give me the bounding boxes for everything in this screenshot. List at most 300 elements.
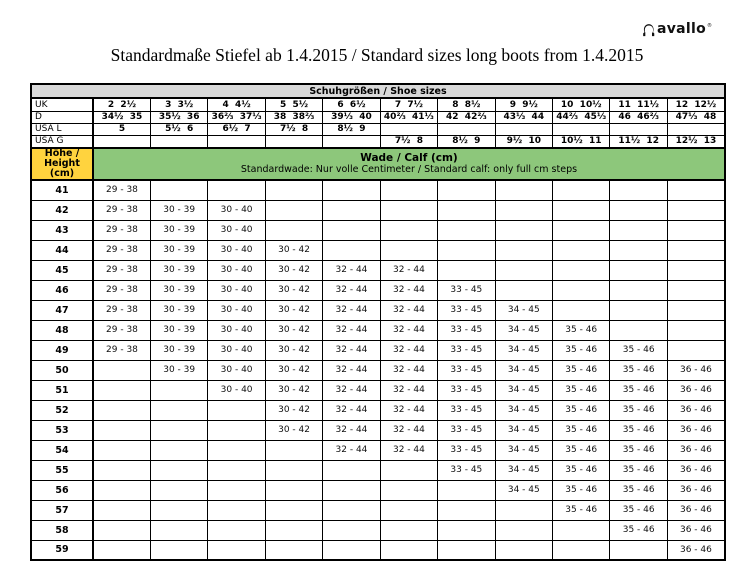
calf-range-cell: [150, 520, 207, 540]
calf-range-cell: 35 - 46: [610, 340, 667, 360]
height-header-line: (cm): [49, 168, 75, 179]
calf-range-cell: 34 - 45: [495, 420, 552, 440]
height-value: 47: [31, 300, 93, 320]
size-cell: 42 42⅔: [438, 111, 495, 123]
table-row-height-45: [31, 260, 725, 280]
calf-range-cell: 30 - 40: [208, 220, 265, 240]
calf-range-cell: 33 - 45: [438, 320, 495, 340]
calf-range-cell: 33 - 45: [438, 340, 495, 360]
height-value: 54: [31, 440, 93, 460]
size-cell: 2 2½: [93, 98, 150, 111]
calf-range-cell: 30 - 39: [150, 340, 207, 360]
calf-range-cell: 34 - 45: [495, 460, 552, 480]
calf-range-cell: 34 - 45: [495, 440, 552, 460]
calf-range-cell: [208, 420, 265, 440]
size-cell: 5: [93, 123, 150, 135]
calf-range-cell: 36 - 46: [667, 500, 725, 520]
calf-range-cell: [438, 480, 495, 500]
calf-range-cell: 32 - 44: [323, 340, 380, 360]
calf-range-cell: 30 - 39: [150, 220, 207, 240]
calf-range-cell: [93, 500, 150, 520]
height-value: 44: [31, 240, 93, 260]
calf-range-cell: 30 - 39: [150, 200, 207, 220]
calf-range-cell: [610, 540, 667, 560]
calf-range-cell: [380, 500, 437, 520]
stirrup-c-icon: [641, 22, 656, 37]
calf-range-cell: 32 - 44: [380, 260, 437, 280]
calf-range-cell: 32 - 44: [323, 280, 380, 300]
calf-range-cell: [208, 460, 265, 480]
calf-range-cell: [553, 220, 610, 240]
calf-range-cell: 30 - 40: [208, 380, 265, 400]
calf-range-cell: 29 - 38: [93, 340, 150, 360]
calf-range-cell: [323, 500, 380, 520]
calf-range-cell: [208, 500, 265, 520]
calf-range-cell: [667, 280, 725, 300]
size-cell: [667, 123, 725, 135]
size-cell: 6 6½: [323, 98, 380, 111]
calf-range-cell: 30 - 39: [150, 240, 207, 260]
table-row-height-54: [31, 440, 725, 460]
calf-range-cell: [495, 260, 552, 280]
calf-range-cell: 36 - 46: [667, 420, 725, 440]
calf-range-cell: [438, 180, 495, 200]
calf-range-cell: [380, 180, 437, 200]
calf-range-cell: 35 - 46: [610, 420, 667, 440]
calf-range-cell: [265, 200, 322, 220]
calf-range-cell: [667, 220, 725, 240]
size-system-label-usa-l: USA L: [31, 123, 93, 135]
calf-range-cell: 32 - 44: [380, 380, 437, 400]
calf-range-cell: 35 - 46: [553, 340, 610, 360]
calf-range-cell: 34 - 45: [495, 320, 552, 340]
size-cell: [438, 123, 495, 135]
calf-range-cell: [553, 520, 610, 540]
calf-range-cell: 29 - 38: [93, 180, 150, 200]
calf-range-cell: [265, 220, 322, 240]
size-cell: 4 4½: [208, 98, 265, 111]
calf-range-cell: 30 - 42: [265, 340, 322, 360]
height-value: 45: [31, 260, 93, 280]
calf-range-cell: 30 - 40: [208, 240, 265, 260]
size-cell: [265, 135, 322, 148]
height-value: 56: [31, 480, 93, 500]
table-row-height-46: [31, 280, 725, 300]
table-row-height-42: [31, 200, 725, 220]
calf-range-cell: [93, 400, 150, 420]
table-row-height-57: [31, 500, 725, 520]
calf-range-cell: 35 - 46: [553, 480, 610, 500]
calf-range-cell: 33 - 45: [438, 400, 495, 420]
size-cell: 11½ 12: [610, 135, 667, 148]
calf-range-cell: [323, 520, 380, 540]
calf-range-cell: 34 - 45: [495, 360, 552, 380]
calf-range-cell: 36 - 46: [667, 540, 725, 560]
calf-header-title: Wade / Calf (cm): [360, 152, 458, 164]
calf-range-cell: 30 - 39: [150, 260, 207, 280]
height-value: 42: [31, 200, 93, 220]
table-row-height-52: [31, 400, 725, 420]
calf-range-cell: 32 - 44: [380, 440, 437, 460]
calf-range-cell: [208, 480, 265, 500]
calf-range-cell: [323, 200, 380, 220]
calf-range-cell: 32 - 44: [380, 320, 437, 340]
calf-range-cell: [208, 440, 265, 460]
calf-range-cell: [150, 400, 207, 420]
calf-range-cell: [380, 540, 437, 560]
calf-range-cell: 35 - 46: [610, 400, 667, 420]
height-value: 48: [31, 320, 93, 340]
table-row-height-41: [31, 180, 725, 200]
table-row-height-47: [31, 300, 725, 320]
table-row-height-43: [31, 220, 725, 240]
size-cell: 5½ 6: [150, 123, 207, 135]
trademark-symbol: ®: [707, 23, 712, 29]
calf-range-cell: [380, 220, 437, 240]
size-cell: [150, 135, 207, 148]
height-value: 58: [31, 520, 93, 540]
calf-range-cell: [495, 240, 552, 260]
calf-range-cell: [438, 220, 495, 240]
calf-header: [93, 148, 725, 180]
calf-range-cell: 29 - 38: [93, 200, 150, 220]
calf-range-cell: [265, 440, 322, 460]
height-value: 41: [31, 180, 93, 200]
size-cell: 12 12½: [667, 98, 725, 111]
calf-range-cell: [380, 520, 437, 540]
size-system-label-usa-g: USA G: [31, 135, 93, 148]
calf-range-cell: 34 - 45: [495, 380, 552, 400]
calf-range-cell: 30 - 42: [265, 300, 322, 320]
calf-range-cell: 29 - 38: [93, 280, 150, 300]
calf-range-cell: 32 - 44: [323, 320, 380, 340]
calf-range-cell: [265, 540, 322, 560]
calf-range-cell: 36 - 46: [667, 360, 725, 380]
height-value: 55: [31, 460, 93, 480]
calf-range-cell: [553, 540, 610, 560]
calf-range-cell: [667, 320, 725, 340]
calf-range-cell: [610, 300, 667, 320]
calf-range-cell: 32 - 44: [323, 440, 380, 460]
calf-range-cell: [93, 460, 150, 480]
calf-range-cell: 32 - 44: [323, 360, 380, 380]
size-cell: 8½ 9: [323, 123, 380, 135]
calf-range-cell: 32 - 44: [323, 380, 380, 400]
calf-range-cell: 33 - 45: [438, 440, 495, 460]
calf-range-cell: 36 - 46: [667, 400, 725, 420]
calf-range-cell: 33 - 45: [438, 300, 495, 320]
calf-range-cell: [495, 280, 552, 300]
calf-range-cell: 30 - 39: [150, 300, 207, 320]
calf-range-cell: [150, 460, 207, 480]
height-value: 49: [31, 340, 93, 360]
calf-range-cell: [208, 520, 265, 540]
size-cell: 12½ 13: [667, 135, 725, 148]
calf-range-cell: 29 - 38: [93, 240, 150, 260]
calf-range-cell: 30 - 40: [208, 320, 265, 340]
calf-range-cell: [610, 240, 667, 260]
calf-range-cell: [150, 180, 207, 200]
table-row-height-49: [31, 340, 725, 360]
calf-range-cell: [438, 500, 495, 520]
size-cell: 11 11½: [610, 98, 667, 111]
calf-range-cell: 29 - 38: [93, 220, 150, 240]
calf-range-cell: 30 - 42: [265, 240, 322, 260]
calf-range-cell: [93, 540, 150, 560]
size-cell: 40⅔ 41⅓: [380, 111, 437, 123]
calf-range-cell: 33 - 45: [438, 420, 495, 440]
calf-header-subtitle: Standardwade: Nur volle Centimeter / Standard calf: only full cm steps: [240, 164, 578, 175]
calf-range-cell: 34 - 45: [495, 340, 552, 360]
calf-range-cell: 30 - 40: [208, 360, 265, 380]
calf-range-cell: [93, 520, 150, 540]
calf-range-cell: [438, 260, 495, 280]
calf-range-cell: [208, 400, 265, 420]
calf-range-cell: [610, 200, 667, 220]
height-value: 51: [31, 380, 93, 400]
calf-range-cell: [438, 520, 495, 540]
calf-range-cell: [438, 240, 495, 260]
size-cell: 36⅔ 37⅓: [208, 111, 265, 123]
calf-range-cell: [93, 380, 150, 400]
size-cell: 3 3½: [150, 98, 207, 111]
calf-range-cell: 32 - 44: [323, 400, 380, 420]
calf-range-cell: 34 - 45: [495, 300, 552, 320]
size-cell: 8 8½: [438, 98, 495, 111]
calf-range-cell: 35 - 46: [553, 360, 610, 380]
calf-range-cell: 36 - 46: [667, 380, 725, 400]
calf-range-cell: [265, 500, 322, 520]
calf-range-cell: [93, 480, 150, 500]
calf-range-cell: 32 - 44: [323, 300, 380, 320]
table-row-height-51: [31, 380, 725, 400]
calf-range-cell: [495, 180, 552, 200]
calf-range-cell: 30 - 40: [208, 280, 265, 300]
calf-range-cell: [150, 420, 207, 440]
calf-range-cell: [323, 180, 380, 200]
size-chart-table: [30, 83, 726, 561]
calf-range-cell: 29 - 38: [93, 300, 150, 320]
calf-range-cell: [265, 480, 322, 500]
calf-range-cell: 35 - 46: [553, 400, 610, 420]
calf-range-cell: [265, 520, 322, 540]
calf-range-cell: 30 - 40: [208, 260, 265, 280]
calf-range-cell: 34 - 45: [495, 480, 552, 500]
calf-range-cell: 30 - 42: [265, 420, 322, 440]
size-cell: [208, 135, 265, 148]
brand-name: avallo: [656, 21, 706, 37]
calf-range-cell: 35 - 46: [553, 320, 610, 340]
size-cell: 10½ 11: [553, 135, 610, 148]
calf-range-cell: 30 - 42: [265, 400, 322, 420]
calf-range-cell: 35 - 46: [610, 520, 667, 540]
calf-range-cell: [323, 240, 380, 260]
size-cell: 9 9½: [495, 98, 552, 111]
calf-range-cell: 30 - 40: [208, 200, 265, 220]
calf-range-cell: [495, 540, 552, 560]
calf-range-cell: [553, 280, 610, 300]
calf-range-cell: 29 - 38: [93, 320, 150, 340]
size-cell: 7½ 8: [380, 135, 437, 148]
calf-range-cell: 35 - 46: [610, 380, 667, 400]
calf-range-cell: [495, 520, 552, 540]
calf-range-cell: 30 - 42: [265, 280, 322, 300]
calf-range-cell: [667, 180, 725, 200]
size-cell: [495, 123, 552, 135]
calf-range-cell: [495, 500, 552, 520]
calf-range-cell: 35 - 46: [610, 500, 667, 520]
calf-range-cell: 32 - 44: [380, 360, 437, 380]
size-cell: 43⅓ 44: [495, 111, 552, 123]
calf-range-cell: [380, 240, 437, 260]
height-value: 52: [31, 400, 93, 420]
calf-range-cell: 35 - 46: [553, 500, 610, 520]
size-system-label-d: D: [31, 111, 93, 123]
table-row-height-50: [31, 360, 725, 380]
calf-range-cell: [150, 540, 207, 560]
size-cell: 39⅓ 40: [323, 111, 380, 123]
calf-range-cell: 36 - 46: [667, 460, 725, 480]
calf-range-cell: [667, 340, 725, 360]
size-cell: 6½ 7: [208, 123, 265, 135]
size-cell: 8½ 9: [438, 135, 495, 148]
calf-range-cell: 36 - 46: [667, 480, 725, 500]
calf-range-cell: [553, 300, 610, 320]
calf-range-cell: 30 - 42: [265, 380, 322, 400]
calf-range-cell: 32 - 44: [323, 260, 380, 280]
height-value: 43: [31, 220, 93, 240]
calf-range-cell: [208, 180, 265, 200]
calf-range-cell: 35 - 46: [610, 480, 667, 500]
size-cell: [553, 123, 610, 135]
calf-range-cell: [495, 220, 552, 240]
calf-range-cell: [323, 540, 380, 560]
page-title: Standardmaße Stiefel ab 1.4.2015 / Standard sizes long boots from 1.4.2015: [110, 45, 644, 65]
calf-range-cell: [438, 200, 495, 220]
calf-range-cell: [150, 480, 207, 500]
calf-range-cell: [93, 440, 150, 460]
height-value: 53: [31, 420, 93, 440]
calf-range-cell: [610, 280, 667, 300]
calf-range-cell: [438, 540, 495, 560]
size-system-label-uk: UK: [31, 98, 93, 111]
size-cell: 35½ 36: [150, 111, 207, 123]
calf-range-cell: 33 - 45: [438, 380, 495, 400]
calf-range-cell: [667, 200, 725, 220]
calf-range-cell: [323, 460, 380, 480]
height-value: 46: [31, 280, 93, 300]
calf-range-cell: [150, 500, 207, 520]
table-row-height-58: [31, 520, 725, 540]
size-cell: 7 7½: [380, 98, 437, 111]
calf-range-cell: 33 - 45: [438, 360, 495, 380]
calf-range-cell: [380, 480, 437, 500]
calf-range-cell: 33 - 45: [438, 460, 495, 480]
size-cell: 47⅓ 48: [667, 111, 725, 123]
calf-range-cell: 35 - 46: [553, 380, 610, 400]
size-cell: 9½ 10: [495, 135, 552, 148]
calf-range-cell: 30 - 42: [265, 320, 322, 340]
calf-range-cell: 30 - 42: [265, 260, 322, 280]
calf-range-cell: [667, 300, 725, 320]
calf-range-cell: 30 - 42: [265, 360, 322, 380]
size-cell: 7½ 8: [265, 123, 322, 135]
height-value: 57: [31, 500, 93, 520]
calf-range-cell: [380, 200, 437, 220]
calf-range-cell: [610, 220, 667, 240]
calf-range-cell: [553, 240, 610, 260]
calf-range-cell: 32 - 44: [323, 420, 380, 440]
calf-range-cell: [667, 240, 725, 260]
calf-range-cell: 30 - 40: [208, 340, 265, 360]
calf-range-cell: 29 - 38: [93, 260, 150, 280]
size-cell: 44⅔ 45⅓: [553, 111, 610, 123]
calf-range-cell: [495, 200, 552, 220]
table-row-height-56: [31, 480, 725, 500]
calf-range-cell: [667, 260, 725, 280]
height-value: 59: [31, 540, 93, 560]
calf-range-cell: [610, 320, 667, 340]
calf-range-cell: [553, 260, 610, 280]
height-value: 50: [31, 360, 93, 380]
calf-range-cell: 35 - 46: [553, 420, 610, 440]
height-header-line: Height: [44, 158, 80, 169]
size-cell: [380, 123, 437, 135]
table-row-height-53: [31, 420, 725, 440]
size-cell: 5 5½: [265, 98, 322, 111]
calf-range-cell: 32 - 44: [380, 420, 437, 440]
calf-range-cell: [380, 460, 437, 480]
calf-range-cell: 32 - 44: [380, 400, 437, 420]
calf-range-cell: [323, 480, 380, 500]
calf-range-cell: [208, 540, 265, 560]
height-header-line: Höhe /: [44, 148, 80, 159]
calf-range-cell: 35 - 46: [553, 460, 610, 480]
calf-range-cell: 32 - 44: [380, 340, 437, 360]
calf-range-cell: 30 - 39: [150, 280, 207, 300]
calf-range-cell: 30 - 40: [208, 300, 265, 320]
calf-range-cell: [323, 220, 380, 240]
size-cell: 34½ 35: [93, 111, 150, 123]
calf-range-cell: 30 - 39: [150, 320, 207, 340]
calf-range-cell: 30 - 39: [150, 360, 207, 380]
table-row-height-55: [31, 460, 725, 480]
calf-range-cell: 32 - 44: [380, 280, 437, 300]
size-cell: [93, 135, 150, 148]
calf-range-cell: 35 - 46: [610, 360, 667, 380]
calf-range-cell: 36 - 46: [667, 520, 725, 540]
calf-range-cell: [265, 460, 322, 480]
calf-range-cell: [265, 180, 322, 200]
calf-range-cell: 36 - 46: [667, 440, 725, 460]
calf-range-cell: 33 - 45: [438, 280, 495, 300]
calf-range-cell: [93, 420, 150, 440]
calf-range-cell: [553, 180, 610, 200]
calf-range-cell: [150, 380, 207, 400]
size-cell: [610, 123, 667, 135]
cavallo-logo: [641, 22, 712, 37]
table-row-height-48: [31, 320, 725, 340]
calf-range-cell: [150, 440, 207, 460]
calf-range-cell: [553, 200, 610, 220]
calf-range-cell: 35 - 46: [553, 440, 610, 460]
size-cell: 10 10½: [553, 98, 610, 111]
height-column-header: [31, 148, 93, 180]
table-row-height-44: [31, 240, 725, 260]
calf-range-cell: [610, 260, 667, 280]
size-cell: [323, 135, 380, 148]
calf-range-cell: 35 - 46: [610, 460, 667, 480]
